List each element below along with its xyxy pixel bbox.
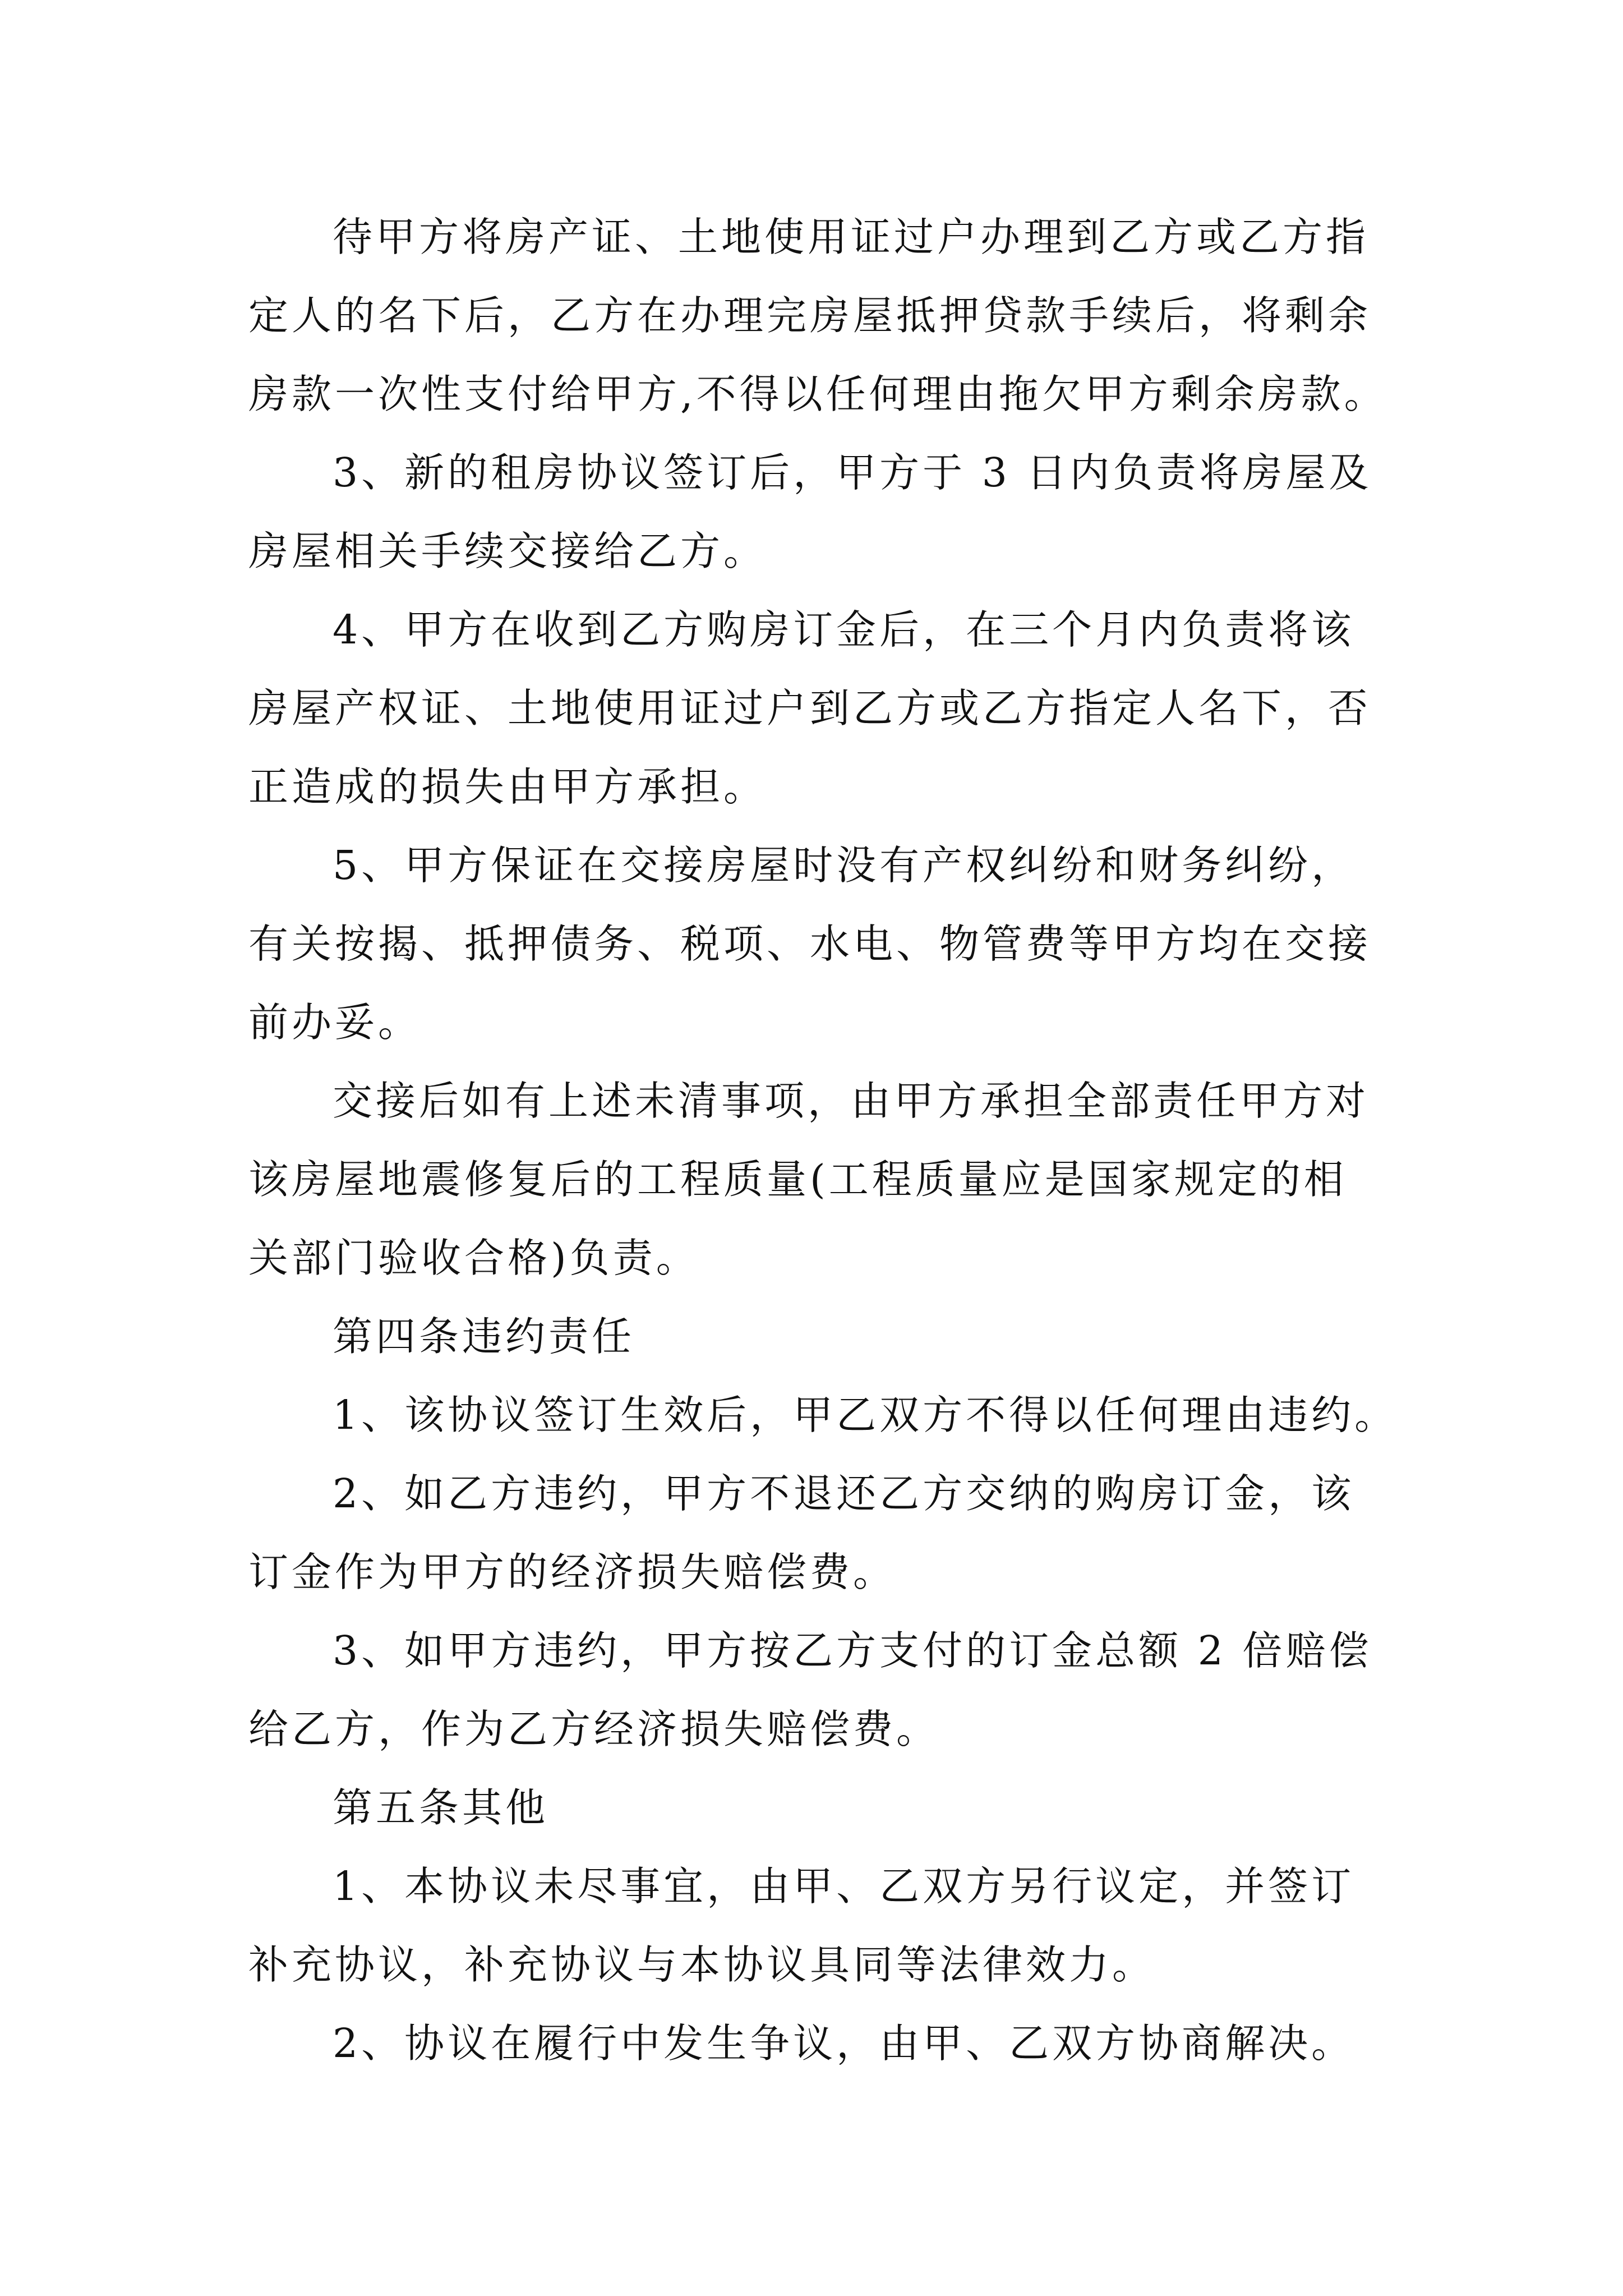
article-4-clause-2-line: 2、如乙方违约，甲方不退还乙方交纳的购房订金，该 [333,1470,1355,1517]
clause-5-line: 有关按揭、抵押债务、税项、水电、物管费等甲方均在交接 [248,921,1372,967]
clause-4-line: 房屋产权证、土地使用证过户到乙方或乙方指定人名下，否 [248,685,1372,731]
article-4-clause-1-line: 1、该协议签订生效后，甲乙双方不得以任何理由违约。 [333,1392,1398,1438]
clause-4-line: 正造成的损失由甲方承担。 [248,763,767,810]
article-5-clause-1-line: 补充协议，补充协议与本协议具同等法律效力。 [248,1941,1156,1988]
paragraph-line: 房款一次性支付给甲方,不得以任何理由拖欠甲方剩余房款。 [248,371,1387,417]
article-4-clause-3-line: 给乙方，作为乙方经济损失赔偿费。 [248,1706,940,1752]
clause-3-line: 3、新的租房协议签订后，甲方于 3 日内负责将房屋及 [333,449,1372,496]
article-5-clause-1-line: 1、本协议未尽事宜，由甲、乙双方另行议定，并签订 [333,1863,1355,1910]
section-heading-article-4: 第四条违约责任 [333,1313,635,1360]
article-4-clause-3-line: 3、如甲方违约，甲方按乙方支付的订金总额 2 倍赔偿 [333,1627,1372,1674]
clause-5-line: 前办妥。 [248,999,422,1046]
article-5-clause-2-line: 2、协议在履行中发生争议，由甲、乙双方协商解决。 [333,2020,1355,2067]
clause-3-line: 房屋相关手续交接给乙方。 [248,528,767,574]
paragraph-line: 待甲方将房产证、土地使用证过户办理到乙方或乙方指 [333,214,1370,260]
paragraph-line: 该房屋地震修复后的工程质量(工程质量应是国家规定的相 [248,1156,1347,1203]
section-heading-article-5: 第五条其他 [333,1784,549,1831]
paragraph-line: 关部门验收合格)负责。 [248,1235,699,1281]
paragraph-line: 交接后如有上述未清事项，由甲方承担全部责任甲方对 [333,1078,1370,1124]
clause-4-line: 4、甲方在收到乙方购房订金后，在三个月内负责将该 [333,606,1355,653]
document-body [248,198,1398,2083]
clause-5-line: 5、甲方保证在交接房屋时没有产权纠纷和财务纠纷， [333,842,1355,889]
paragraph-line: 定人的名下后，乙方在办理完房屋抵押贷款手续后，将剩余 [248,292,1372,339]
article-4-clause-2-line: 订金作为甲方的经济损失赔偿费。 [248,1549,897,1595]
